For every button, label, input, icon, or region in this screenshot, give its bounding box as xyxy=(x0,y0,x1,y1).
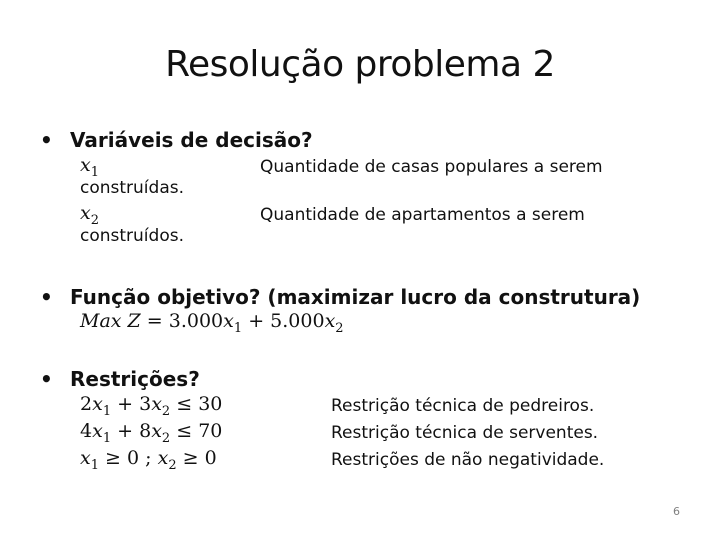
bullet-icon: • xyxy=(40,285,53,309)
heading-text: Variáveis de decisão? xyxy=(70,128,313,152)
heading-text: Restrições? xyxy=(70,367,200,391)
constraint-1-label: Restrição técnica de pedreiros. xyxy=(331,396,595,416)
variable-x1-description: Quantidade de casas populares a serem xyxy=(260,157,603,177)
bullet-icon: • xyxy=(40,128,53,152)
bullet-icon: • xyxy=(40,367,53,391)
constraint-1: $2x_1 + 3x_2 \le 30$ xyxy=(80,393,223,419)
heading-constraints xyxy=(40,367,200,391)
variable-x1-description-cont: construídas. xyxy=(80,178,185,198)
variable-x2-description: Quantidade de apartamentos a serem xyxy=(260,205,585,225)
heading-decision-variables xyxy=(40,128,313,152)
variable-x1: $x_1$ xyxy=(80,154,99,180)
constraint-nonnegativity-label: Restrições de não negatividade. xyxy=(331,450,605,470)
heading-objective-function xyxy=(40,285,641,309)
page-number: 6 xyxy=(673,505,680,518)
heading-text: Função objetivo? (maximizar lucro da construtura) xyxy=(70,285,641,309)
objective-formula: Max $Z = 3.000x_1 + 5.000x_2$ xyxy=(80,310,344,336)
constraint-2-label: Restrição técnica de serventes. xyxy=(331,423,599,443)
constraint-2: $4x_1 + 8x_2 \le 70$ xyxy=(80,420,223,446)
variable-x2: $x_2$ xyxy=(80,202,99,228)
variable-x2-description-cont: construídos. xyxy=(80,226,184,246)
constraint-nonnegativity: $x_1 \ge 0$ ; $x_2 \ge 0$ xyxy=(80,447,217,473)
slide-title: Resolução problema 2 xyxy=(165,44,555,85)
